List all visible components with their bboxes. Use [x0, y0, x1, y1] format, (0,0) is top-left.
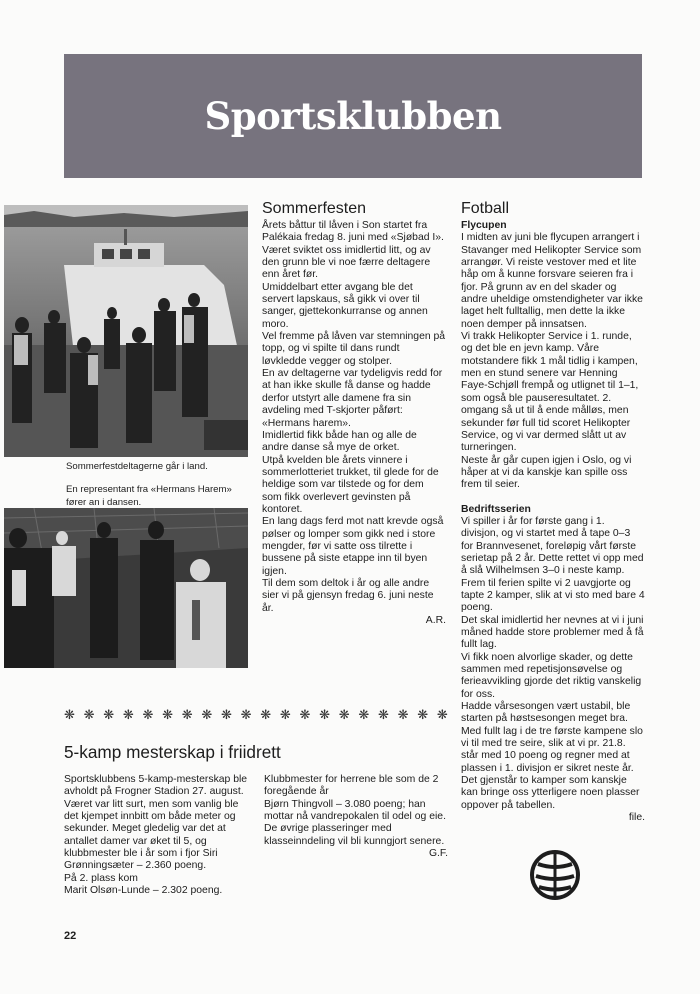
sommerfesten-paragraph: Til dem som deltok i år og alle andre sier vi på gjensyn fredag 6. juni neste år.: [262, 577, 434, 614]
page-number: 22: [64, 930, 77, 942]
ornament-glyph: ❋: [201, 707, 213, 722]
ornament-glyph: ❋: [221, 707, 232, 722]
femkamp-right-column: [264, 774, 448, 860]
ornament-glyph: ❋: [358, 707, 370, 722]
photo2-caption: En representant fra «Hermans Harem» fører an i dansen.: [66, 484, 232, 508]
ornament-glyph: ❋: [397, 707, 409, 722]
photo1-caption: Sommerfestdeltagerne går i land.: [66, 461, 208, 472]
ornament-glyph: ❋: [64, 707, 75, 722]
ornament-glyph: ❋: [279, 707, 291, 722]
ornament-glyph: ❋: [378, 707, 389, 722]
bedriftsserien-paragraph: Vi spiller i år for første gang i 1. divisjon, og vi startet med å tape 0–3 for Brannvesenet, foreløpig vårt første serietap på 2 år. Dette rettet vi opp med å slå Wilhelmsen 3–0 i neste kamp. Frem til ferien spilte vi 2 uavgjorte og tapte 2 kamper, slik at vi sto med bare 4 poeng.: [461, 515, 645, 614]
femkamp-paragraph: De øvrige plasseringer med klasseinndeling vil bli kunngjort senere.: [264, 823, 445, 847]
sommerfesten-paragraph: Utpå kvelden ble årets vinnere i sommerlotteriet trukket, til glede for de heldige som var tilstede og for dem som fikk overlevert gevinsten på kontoret.: [262, 454, 439, 515]
sommerfesten-heading: Sommerfesten: [262, 200, 367, 217]
femkamp-paragraph: Sportsklubbens 5-kamp-mesterskap ble avholdt på Frogner Stadion 27. august.: [64, 774, 248, 798]
bedriftsserien-paragraph: Vi fikk noen alvorlige skader, og dette sammen med repetisjonsøvelse og ferieavvikling gjorde det riktig vanskelig for oss.: [461, 651, 642, 700]
ornament-glyph: ❋: [162, 707, 174, 722]
sommerfesten-paragraph: En av deltagerne var tydeligvis redd for at han ikke skulle få danse og hadde derfor utstyrt alle damene fra sin avdeling med T-skjorter påført: «Hermans harem».: [262, 368, 443, 429]
femkamp-paragraph: Klubbmester for herrene ble som de 2 foregående år: [264, 774, 439, 798]
header-banner: [64, 54, 642, 178]
sommerfesten-paragraph: Umiddelbart etter avgang ble det servert lapskaus, så gikk vi over til sanger, gjettekonkurranse og annen moro.: [262, 281, 428, 330]
flycupen-subheading: Flycupen: [461, 220, 507, 231]
ornament-divider: [64, 708, 448, 722]
sommerfesten-paragraph: Imidlertid fikk både han og alle de andre danse så mye de orket.: [262, 429, 417, 454]
ornament-glyph: ❋: [417, 707, 429, 722]
bedriftsserien-paragraph: Det skal imidlertid her nevnes at vi i juni måned hadde store problemer med å få fullt lag.: [461, 614, 644, 651]
ornament-glyph: ❋: [83, 707, 95, 722]
flycupen-paragraph: I midten av juni ble flycupen arrangert i Stavanger med Helikopter Service som arrangør. Vi reiste vestover med et lite håp om å kunne forsvare seieren fra i fjor. På grunn av en del skader og andre uheldige omstendigheter var ikke laget helt fulltallig, men dette la ikke noen demper på innsatsen.: [461, 232, 643, 330]
ornament-glyph: ❋: [299, 707, 311, 722]
femkamp-paragraph: Bjørn Thingvoll – 3.080 poeng; han mottar nå vandrepokalen til odel og eie.: [264, 798, 446, 823]
football-icon: [530, 850, 580, 905]
bedriftsserien-subheading: Bedriftsserien: [461, 503, 531, 515]
sommerfesten-signature: A.R.: [425, 615, 446, 626]
photo-boat-arrival: [4, 205, 248, 457]
sommerfesten-article: [262, 200, 446, 627]
ornament-glyph: ❋: [338, 707, 350, 722]
ornament-glyph: ❋: [181, 707, 193, 722]
fotball-signature: file.: [628, 812, 645, 824]
flycupen-paragraph: Vi trakk Helikopter Service i 1. runde, og det ble en jevn kamp. Våre motstandere fikk 1 mål tidlig i kampen, men en stund senere var Henning Faye-Schjøll frempå og utlignet til 1–1, som også ble pauseresultatet. 2. omgang så ut til å ende målløs, men sekunder før full tid scoret Helikopter Service, og vi var dermed slått ut av turneringen.: [461, 331, 639, 454]
banner-title: Sportsklubben: [204, 94, 502, 138]
femkamp-paragraph: På 2. plass kom: [64, 872, 138, 884]
femkamp-heading: 5-kamp mesterskap i friidrett: [64, 742, 281, 762]
femkamp-signature: G.F.: [428, 848, 448, 860]
femkamp-paragraph: Marit Olsøn-Lunde – 2.302 poeng.: [64, 885, 223, 897]
femkamp-paragraph: Været var litt surt, men som vanlig ble det kjempet innbitt om både meter og sekunder. Meget gledelig var det at antallet damer var øket til 5, og klubbmester ble i år som i fjor Siri Grønningsæter – 2.360 poeng.: [64, 798, 239, 872]
sommerfesten-paragraph: Årets båttur til låven i Son startet fra Palékaia fredag 8. juni med «Sjøbad I». Været sviktet oss imidlertid litt, og av den grunn ble vi noe færre deltagere enn året før.: [262, 220, 444, 281]
flycupen-paragraph: Neste år går cupen igjen i Oslo, og vi håper at vi da kanskje kan spille oss frem til seier.: [461, 454, 632, 491]
sommerfesten-paragraph: En lang dags ferd mot natt krevde også pølser og lomper som gikk ned i store mengder, før vi satte oss tilrette i bussene på siste etappe inn til byen igjen.: [262, 516, 444, 577]
ornament-glyph: ❋: [240, 707, 252, 722]
ornament-glyph: ❋: [319, 707, 331, 722]
ornament-glyph: ❋: [103, 707, 115, 722]
bedriftsserien-paragraph: Hadde vårsesongen vært ustabil, ble starten på høstsesongen meget bra. Med fullt lag i de tre første kampene slo vi til med tre seire, slik at vi pr. 21.8. står med 10 poeng og regner med at plassen i 1. divisjon er sikret neste år. Det gjenstår to kamper som kanskje kan bringe oss ytterligere noen plasser oppover på tabellen.: [461, 701, 643, 811]
fotball-article: [461, 200, 645, 825]
ornament-glyph: ❋: [436, 707, 448, 722]
fotball-heading: Fotball: [461, 200, 510, 217]
photo-dancing: [4, 508, 248, 668]
ornament-glyph: ❋: [260, 707, 272, 722]
sommerfesten-paragraph: Vel fremme på låven var stemningen på topp, og vi spilte til dans rundt løvkledde vegger og stolper.: [262, 331, 446, 367]
ornament-glyph: ❋: [142, 707, 154, 722]
ornament-glyph: ❋: [122, 707, 134, 722]
femkamp-left-column: [64, 774, 250, 897]
